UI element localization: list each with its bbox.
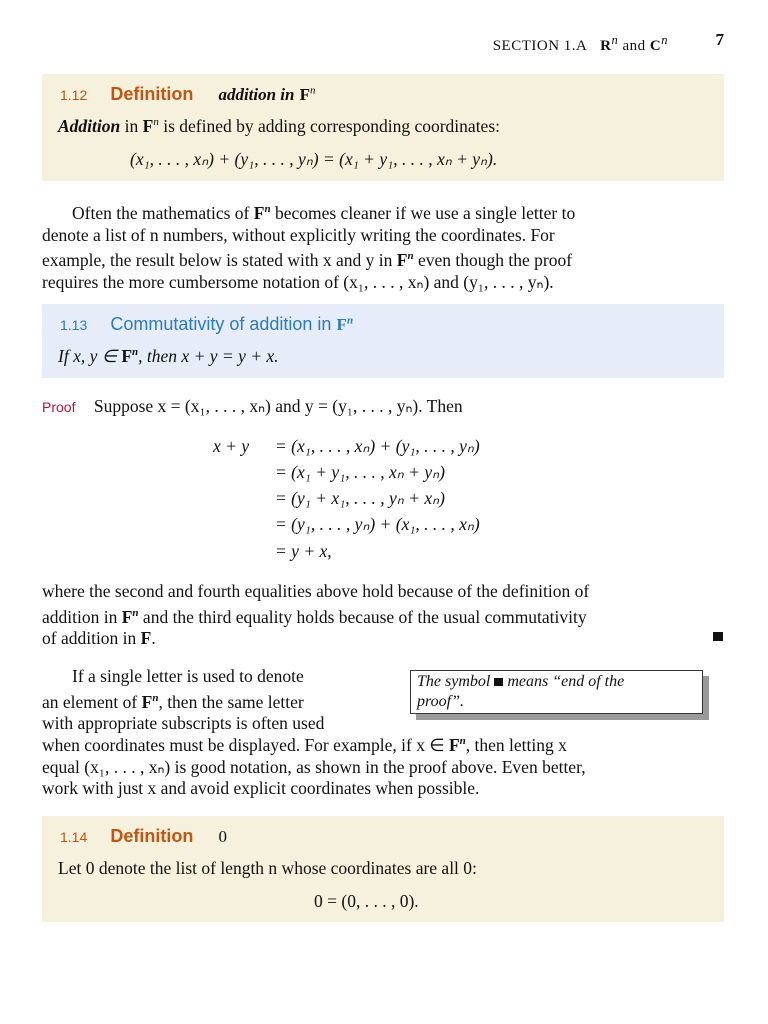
paragraph-2-line-4: [42, 731, 726, 757]
page-number: 7: [715, 30, 724, 49]
theorem-title: Commutativity of addition in: [110, 314, 332, 334]
equation-step-1: = (x₁, . . . , xₙ) + (y₁, . . . , yₙ): [275, 436, 480, 456]
p2-l4a: when coordinates must be displayed. For example, if x ∈: [42, 734, 445, 755]
theorem-body-b: , then x + y = y + x.: [138, 346, 279, 366]
definition-1-14-statement: Let 0 denote the list of length n whose coordinates are all 0:: [58, 858, 477, 878]
p1-l1b: becomes cleaner if we use a single letter to: [274, 202, 576, 223]
p-after-l2b: and the third equality holds because of the usual commutativity: [142, 606, 587, 627]
definition-1-14-box: [42, 816, 724, 922]
p-after-l3b: .: [151, 628, 156, 649]
p-after-F: $F^n$: [121, 606, 139, 627]
proof-after-line-1: where the second and fourth equalities above hold because of the definition of: [42, 581, 590, 601]
paragraph-1-line-2: denote a list of n numbers, without explicitly writing the coordinates. For: [42, 224, 555, 245]
p1-l3a: example, the result below is stated with x and y in: [42, 250, 393, 271]
paragraph-1-line-1: [42, 199, 726, 225]
p2-l2b: , then the same letter: [158, 691, 304, 712]
section-title: [493, 33, 668, 55]
definition-subject: addition in: [218, 85, 295, 104]
margin-note-c: proof”.: [417, 693, 464, 710]
title-c: C: [649, 38, 662, 54]
p2-l2a: an element of: [42, 691, 138, 712]
p1-l1a: Often the mathematics of: [72, 202, 250, 223]
running-header: [40, 30, 726, 54]
theorem-title-F: $F^n$: [336, 314, 354, 334]
definition-keyword: Definition: [110, 826, 194, 846]
section-label: SECTION 1.A: [492, 38, 588, 54]
definition-subject-F: F: [299, 85, 310, 104]
margin-note-a: The symbol: [417, 673, 491, 690]
paragraph-2-line-5: equal (x₁, . . . , xₙ) is good notation, as shown in the proof above. Even better,: [42, 756, 586, 777]
p1-l3b: even though the proof: [418, 250, 573, 271]
definition-number: 1.12: [60, 87, 88, 103]
p2-F2: $F^n$: [448, 734, 466, 755]
equation-step-2: = (x₁ + y₁, . . . , xₙ + yₙ): [275, 462, 445, 482]
proof-after-line-3: [42, 628, 726, 650]
definition-F-sup: n: [153, 116, 159, 129]
theorem-1-13-heading: [60, 314, 353, 335]
proof-conclusion: [42, 581, 726, 650]
definition-1-12-heading: [60, 84, 315, 105]
theorem-body-a: If x, y ∈: [58, 346, 117, 366]
margin-note-b: means “end of the: [507, 673, 625, 690]
definition-F: F: [142, 116, 154, 136]
paragraph-1-line-3: [42, 246, 726, 272]
p1-F2: $F^n$: [396, 250, 414, 271]
title-c-sup: n: [661, 33, 668, 47]
definition-text: is defined by adding corresponding coordinates:: [163, 116, 500, 136]
definition-subject: 0: [218, 827, 227, 846]
paragraph-1-line-4: requires the more cumbersome notation of (x₁, . . . , xₙ) and (y₁, . . . , yₙ).: [42, 271, 554, 292]
definition-1-12-statement: [58, 116, 500, 137]
theorem-1-13-box: [42, 304, 724, 378]
paragraph-2-line-3: with appropriate subscripts is often used: [42, 713, 325, 734]
p1-F: $F^n$: [253, 202, 271, 223]
p-after-l3a: of addition in: [42, 628, 137, 649]
margin-note: [410, 670, 703, 714]
paragraph-2-bottom: [42, 731, 726, 800]
p-after-l2a: addition in: [42, 606, 118, 627]
title-and: and: [622, 38, 646, 54]
definition-keyword: Definition: [110, 84, 194, 104]
theorem-body-F: $F^n$: [121, 346, 139, 366]
p-after-F-field: F: [140, 628, 152, 649]
definition-subject-sup: n: [309, 84, 316, 97]
end-of-proof-symbol-icon: [494, 678, 503, 686]
definition-term: Addition: [58, 116, 121, 136]
definition-1-14-heading: [60, 826, 227, 847]
paragraph-1: [42, 199, 726, 293]
definition-number: 1.14: [60, 829, 88, 845]
equation-step-5: = y + x,: [275, 541, 332, 561]
theorem-1-13-statement: [58, 346, 279, 367]
equation-step-3: = (y₁ + x₁, . . . , yₙ + xₙ): [275, 488, 445, 508]
proof-intro: [42, 396, 463, 417]
paragraph-2-line-2: [42, 688, 392, 714]
p2-l4b: , then letting x: [465, 734, 567, 755]
equation-lhs: x + y: [213, 436, 250, 456]
paragraph-2-top: [42, 666, 392, 735]
definition-1-12-box: [42, 74, 724, 181]
paragraph-2-line-1: If a single letter is used to denote: [72, 666, 304, 686]
proof-after-line-2: [42, 603, 726, 629]
p2-F: $F^n$: [141, 691, 159, 712]
definition-1-14-formula: 0 = (0, . . . , 0).: [314, 891, 419, 911]
paragraph-2-line-6: work with just x and avoid explicit coordinates when possible.: [42, 778, 480, 799]
proof-intro-text: Suppose x = (x₁, . . . , xₙ) and y = (y₁, . . . , yₙ). Then: [93, 396, 463, 416]
title-r: R: [600, 38, 612, 54]
title-r-sup: n: [611, 33, 619, 47]
theorem-number: 1.13: [60, 317, 88, 333]
definition-1-12-formula: (x₁, . . . , xₙ) + (y₁, . . . , yₙ) = (x₁ + y₁, . . . , xₙ + yₙ).: [130, 149, 498, 169]
definition-in: in: [124, 116, 139, 136]
end-of-proof-icon: [713, 632, 723, 641]
equation-step-4: = (y₁, . . . , yₙ) + (x₁, . . . , xₙ): [275, 514, 480, 534]
proof-label: Proof: [42, 399, 76, 415]
